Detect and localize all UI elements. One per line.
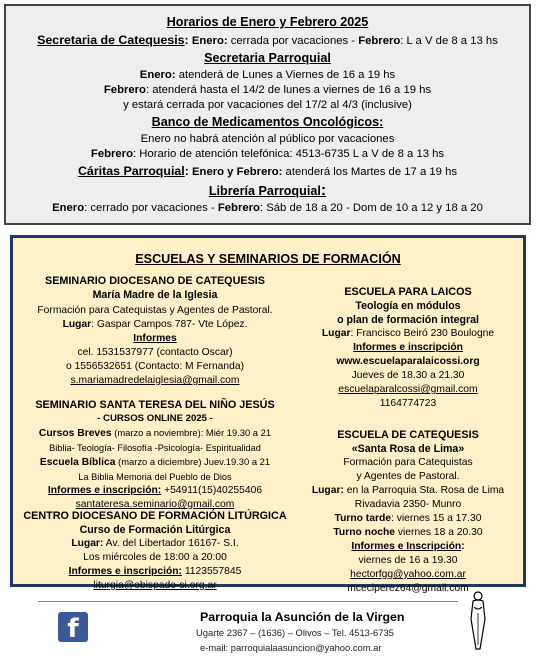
seminario-teresa-email[interactable]: santateresa.seminario@gmail.com — [75, 499, 235, 510]
escuela-catequesis-desc1: Formación para Catequistas — [343, 457, 473, 468]
escuela-catequesis-informes-colon: : — [461, 541, 465, 552]
banco-febrero — [6, 147, 529, 162]
banco-line1: Enero no habrá atención al público por vacaciones — [140, 133, 395, 145]
seminario-teresa-subtitle: - CURSOS ONLINE 2025 - — [97, 413, 213, 424]
seminario-catequesis-desc: Formación para Catequistas y Agentes de Pastoral. — [37, 305, 273, 316]
seminario-teresa-breves — [27, 426, 283, 441]
centro-liturgia-informes — [21, 565, 289, 579]
footer-divider — [38, 601, 458, 602]
escuela-catequesis-informes-label: Informes e Inscripción — [351, 541, 462, 552]
escuela-catequesis-subtitle: «Santa Rosa de Lima» — [351, 443, 465, 455]
hours-box — [4, 4, 531, 225]
escuela-catequesis-noche — [303, 526, 513, 540]
caritas-febrero-text: atenderá los Martes de 17 a 19 hs — [282, 166, 458, 178]
seminario-catequesis-lugar — [27, 318, 283, 332]
catequesis-enero-text: cerrada por vacaciones - — [227, 35, 359, 47]
libreria-title: Librería Parroquial: — [208, 182, 327, 199]
catequesis-febrero-label: Febrero — [358, 35, 401, 47]
centro-liturgia-subtitle: Curso de Formación Litúrgica — [79, 524, 231, 536]
parish-address: Ugarte 2367 – (1636) – Olivos – Tel. 4513-6735 — [196, 627, 394, 638]
seminario-teresa-phone: +54911(15)40255406 — [161, 485, 263, 496]
parroquial-closed: y estará cerrada por vacaciones del 17/2 al 4/3 (inclusive) — [123, 99, 412, 111]
seminario-catequesis-lugar-text: : Gaspar Campos 787- Vte López. — [91, 319, 248, 330]
centro-liturgia-phone: 1123557845 — [181, 566, 242, 577]
centro-liturgia-lugar-text: Av. del Libertador 16167- S.I. — [103, 538, 239, 549]
escuela-catequesis-email2[interactable]: mceciperez64@gmail.com — [347, 583, 469, 594]
escuela-catequesis-email1[interactable]: hectorfgg@yahoo.com.ar — [350, 569, 466, 580]
escuela-catequesis-lugar-text: en la Parroquia Sta. Rosa de Lima — [343, 485, 505, 496]
escuela-laicos-sub2: o plan de formación integral — [337, 314, 479, 326]
facebook-icon[interactable]: f — [58, 612, 88, 642]
seminario-teresa-topics: Biblia- Teología- Filosofía -Psicología- Espiritualidad — [49, 443, 261, 453]
escuela-catequesis-tarde-text: : viernes 15 a 17.30 — [391, 513, 482, 524]
centro-liturgia-schedule: Los miércoles de 18:00 a 20:00 — [83, 552, 227, 563]
libreria-title-text: Librería Parroquial — [208, 184, 321, 198]
caritas-label: Cáritas Parroquial — [77, 164, 185, 178]
schools-box — [10, 235, 526, 594]
centro-liturgia-informes-label: Informes e inscripción: — [68, 566, 182, 577]
seminario-catequesis-informes: Informes — [133, 333, 177, 344]
escuela-catequesis-tarde-label: Turno tarde — [334, 513, 391, 524]
escuela-catequesis-desc2: y Agentes de Pastoral. — [356, 471, 460, 482]
centro-liturgia-email[interactable]: liturgia@obispado-si.org.ar — [93, 580, 217, 591]
centro-liturgia-lugar — [21, 537, 289, 551]
seminario-catequesis-title: SEMINARIO DIOCESANO DE CATEQUESIS — [45, 275, 265, 287]
seminario-catequesis — [27, 274, 283, 388]
seminario-teresa — [27, 398, 283, 512]
escuela-laicos-title: ESCUELA PARA LAICOS — [344, 286, 472, 298]
centro-liturgia-lugar-label: Lugar: — [71, 538, 104, 549]
catequesis-enero-label: Enero: — [191, 35, 228, 47]
parroquial-febrero-text: : atenderá hasta el 14/2 de lunes a viernes de 16 a 19 hs — [145, 84, 432, 96]
seminario-teresa-breves-text: (marzo a noviembre): Miér 19.30 a 21 — [111, 427, 272, 438]
seminario-teresa-title: SEMINARIO SANTA TERESA DEL NIÑO JESÚS — [35, 399, 275, 411]
escuela-catequesis-tarde — [303, 512, 513, 526]
catequesis-febrero-text: : L a V de 8 a 13 hs — [400, 35, 498, 47]
catequesis-line: Secretaria de Catequesis: Enero: cerrada por vacaciones - Febrero: L a V de 8 a 13 hs — [37, 33, 498, 47]
seminario-catequesis-cel2: o 1556532651 (Contacto: M Fernanda) — [65, 361, 245, 372]
seminario-catequesis-subtitle: María Madre de la Iglesia — [92, 289, 218, 301]
parroquial-enero — [6, 68, 529, 83]
parroquial-enero-label: Enero: — [139, 69, 176, 81]
hours-title: Horarios de Enero y Febrero 2025 — [166, 15, 369, 29]
centro-liturgia-title: CENTRO DIOCESANO DE FORMACIÓN LITÚRGICA — [23, 510, 287, 522]
escuela-laicos — [303, 285, 513, 411]
escuela-laicos-lugar-label: Lugar — [321, 328, 351, 339]
libreria-line — [6, 201, 529, 216]
seminario-catequesis-cel: cel. 1531537977 (contacto Oscar) — [77, 347, 233, 358]
caritas-enero-label: Enero y — [192, 166, 234, 178]
catequesis-label: Secretaria de Catequesis — [37, 33, 185, 47]
seminario-catequesis-email[interactable]: s.mariamadredelaiglesia@gmail.com — [70, 375, 240, 386]
seminario-teresa-informes — [27, 484, 283, 498]
parish-name: Parroquia la Asunción de la Virgen — [200, 610, 405, 624]
escuela-laicos-informes: Informes e inscripción — [353, 342, 463, 353]
escuela-catequesis-lugar — [303, 484, 513, 498]
seminario-teresa-informes-label: Informes e inscripción: — [47, 485, 162, 496]
libreria-febrero-text: : Sáb de 18 a 20 - Dom de 10 a 12 y 18 a 20 — [259, 202, 483, 214]
caritas-febrero-label: Febrero: — [236, 166, 283, 178]
banco-title-text: Banco de Medicamentos Oncológicos — [151, 115, 380, 129]
escuela-laicos-email[interactable]: escuelaparalcossi@gmail.com — [338, 384, 478, 395]
escuela-catequesis-lugar-label: Lugar: — [311, 485, 344, 496]
caritas-line: Cáritas Parroquial: Enero y Febrero: atenderá los Martes de 17 a 19 hs — [77, 164, 458, 178]
escuela-catequesis-schedule: viernes de 16 a 19.30 — [358, 555, 458, 566]
libreria-enero-label: Enero — [52, 202, 85, 214]
seminario-teresa-breves-label: Cursos Breves — [38, 428, 112, 439]
banco-title: Banco de Medicamentos Oncológicos: — [151, 115, 384, 129]
escuela-laicos-phone: 1164774723 — [379, 398, 437, 409]
parroquial-febrero — [6, 83, 529, 98]
banco-febrero-label: Febrero — [90, 148, 133, 160]
escuela-catequesis-noche-text: viernes 18 a 20.30 — [395, 527, 483, 538]
centro-liturgia — [21, 509, 289, 593]
seminario-teresa-biblica-label: Escuela Bíblica — [39, 457, 116, 468]
libreria-febrero-label: Febrero — [217, 202, 260, 214]
parroquial-title: Secretaria Parroquial — [204, 51, 331, 65]
virgin-figure-icon — [464, 589, 492, 651]
escuela-laicos-sub1: Teología en módulos — [355, 300, 461, 312]
escuela-laicos-web[interactable]: www.escuelaparalaicossi.org — [336, 356, 480, 367]
schools-title: ESCUELAS Y SEMINARIOS DE FORMACIÓN — [135, 252, 401, 266]
parish-email: e-mail: parroquialaasuncion@yahoo.com.ar — [200, 642, 382, 653]
escuela-catequesis — [303, 428, 513, 596]
escuela-laicos-lugar — [303, 327, 513, 341]
libreria-enero-text: : cerrado por vacaciones - — [84, 202, 218, 214]
parroquial-enero-text: atenderá de Lunes a Viernes de 16 a 19 hs — [175, 69, 396, 81]
escuela-catequesis-lugar2: Rivadavia 2350- Munro — [354, 499, 462, 510]
escuela-catequesis-title: ESCUELA DE CATEQUESIS — [337, 429, 479, 441]
banco-febrero-text: : Horario de atención telefónica: 4513-6735 L a V de 8 a 13 hs — [132, 148, 445, 160]
escuela-laicos-lugar-text: : Francisco Beiró 230 Boulogne — [350, 328, 495, 339]
escuela-laicos-schedule: Jueves de 18.30 a 21.30 — [351, 370, 465, 381]
seminario-teresa-biblica — [27, 455, 283, 470]
seminario-teresa-biblica-text: (marzo a diciembre) Juev.19.30 a 21 — [115, 456, 271, 467]
escuela-catequesis-informes — [303, 540, 513, 554]
seminario-teresa-biblica-desc: La Biblia Memoria del Pueblo de Dios — [78, 472, 232, 482]
parroquial-febrero-label: Febrero — [103, 84, 146, 96]
seminario-catequesis-lugar-label: Lugar — [62, 319, 92, 330]
escuela-catequesis-noche-label: Turno noche — [333, 527, 395, 538]
